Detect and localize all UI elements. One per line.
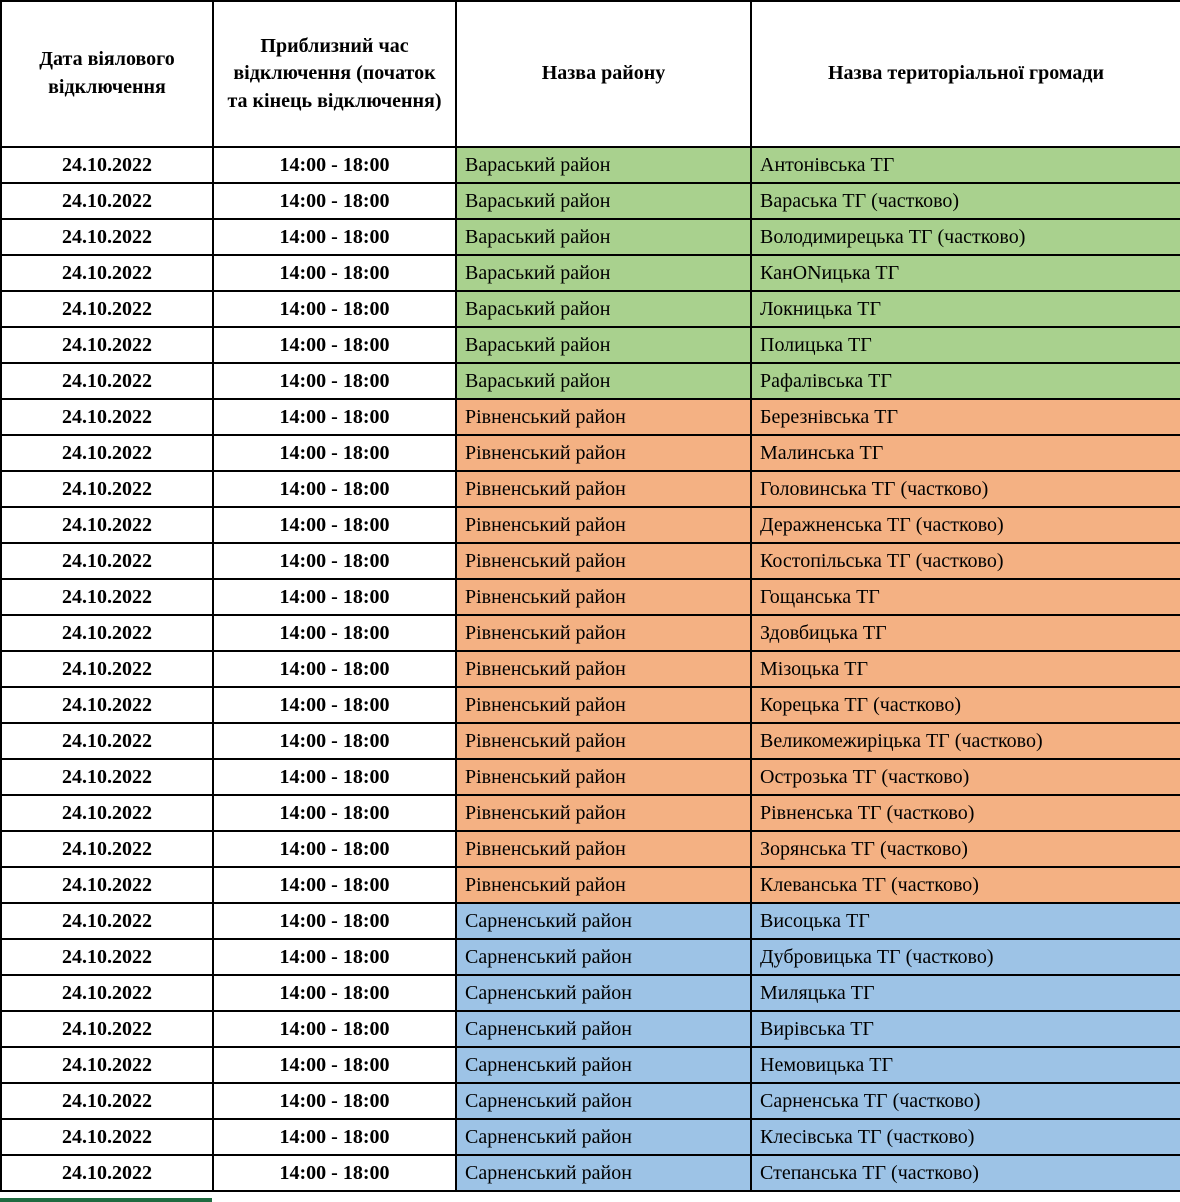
cell-date: 24.10.2022 bbox=[1, 687, 213, 723]
cell-community: Зорянська ТГ (частково) bbox=[751, 831, 1180, 867]
cell-district: Вараський район bbox=[456, 255, 751, 291]
cell-time: 14:00 - 18:00 bbox=[213, 795, 456, 831]
cell-time: 14:00 - 18:00 bbox=[213, 939, 456, 975]
cell-district: Вараський район bbox=[456, 183, 751, 219]
cell-time: 14:00 - 18:00 bbox=[213, 327, 456, 363]
table-row bbox=[1, 327, 1180, 363]
table-row bbox=[1, 255, 1180, 291]
table-row bbox=[1, 831, 1180, 867]
cell-date: 24.10.2022 bbox=[1, 1155, 213, 1191]
cell-date: 24.10.2022 bbox=[1, 507, 213, 543]
cell-time: 14:00 - 18:00 bbox=[213, 399, 456, 435]
cell-community: Острозька ТГ (частково) bbox=[751, 759, 1180, 795]
cell-community: Здовбицька ТГ bbox=[751, 615, 1180, 651]
table-row bbox=[1, 219, 1180, 255]
cell-time: 14:00 - 18:00 bbox=[213, 543, 456, 579]
cell-community: Вараська ТГ (частково) bbox=[751, 183, 1180, 219]
cell-time: 14:00 - 18:00 bbox=[213, 1083, 456, 1119]
column-header-community: Назва територіальної громади bbox=[751, 1, 1180, 147]
cell-time: 14:00 - 18:00 bbox=[213, 579, 456, 615]
cell-community: Дубровицька ТГ (частково) bbox=[751, 939, 1180, 975]
cell-date: 24.10.2022 bbox=[1, 831, 213, 867]
cell-community: Клеванська ТГ (частково) bbox=[751, 867, 1180, 903]
cell-date: 24.10.2022 bbox=[1, 399, 213, 435]
cell-date: 24.10.2022 bbox=[1, 651, 213, 687]
cell-time: 14:00 - 18:00 bbox=[213, 147, 456, 183]
cell-community: Рафалівська ТГ bbox=[751, 363, 1180, 399]
cell-time: 14:00 - 18:00 bbox=[213, 507, 456, 543]
cell-time: 14:00 - 18:00 bbox=[213, 975, 456, 1011]
cell-community: Костопільська ТГ (частково) bbox=[751, 543, 1180, 579]
cell-community: Корецька ТГ (частково) bbox=[751, 687, 1180, 723]
table-row bbox=[1, 435, 1180, 471]
cell-district: Рівненський район bbox=[456, 867, 751, 903]
cell-district: Сарненський район bbox=[456, 1119, 751, 1155]
column-header-time: Приблизний час відключення (початок та кінець відключення) bbox=[213, 1, 456, 147]
cell-date: 24.10.2022 bbox=[1, 1083, 213, 1119]
cell-district: Рівненський район bbox=[456, 723, 751, 759]
cell-time: 14:00 - 18:00 bbox=[213, 1119, 456, 1155]
cell-district: Сарненський район bbox=[456, 1047, 751, 1083]
cell-time: 14:00 - 18:00 bbox=[213, 1155, 456, 1191]
cell-community: Локницька ТГ bbox=[751, 291, 1180, 327]
table-row bbox=[1, 1047, 1180, 1083]
cell-time: 14:00 - 18:00 bbox=[213, 219, 456, 255]
cell-district: Вараський район bbox=[456, 147, 751, 183]
cell-time: 14:00 - 18:00 bbox=[213, 867, 456, 903]
cell-time: 14:00 - 18:00 bbox=[213, 687, 456, 723]
table-row bbox=[1, 1083, 1180, 1119]
cell-time: 14:00 - 18:00 bbox=[213, 471, 456, 507]
cell-community: Деражненська ТГ (частково) bbox=[751, 507, 1180, 543]
cell-date: 24.10.2022 bbox=[1, 903, 213, 939]
cell-community: Немовицька ТГ bbox=[751, 1047, 1180, 1083]
cell-district: Сарненський район bbox=[456, 1083, 751, 1119]
cell-time: 14:00 - 18:00 bbox=[213, 363, 456, 399]
cell-community: КанONицька ТГ bbox=[751, 255, 1180, 291]
table-header bbox=[1, 1, 1180, 147]
table-body bbox=[1, 147, 1180, 1191]
cell-community: Миляцька ТГ bbox=[751, 975, 1180, 1011]
table-row bbox=[1, 867, 1180, 903]
cell-district: Рівненський район bbox=[456, 759, 751, 795]
cell-date: 24.10.2022 bbox=[1, 255, 213, 291]
table-row bbox=[1, 543, 1180, 579]
cell-district: Вараський район bbox=[456, 291, 751, 327]
header-row bbox=[1, 1, 1180, 147]
cell-community: Висоцька ТГ bbox=[751, 903, 1180, 939]
cell-time: 14:00 - 18:00 bbox=[213, 831, 456, 867]
cell-community: Вирівська ТГ bbox=[751, 1011, 1180, 1047]
table-row bbox=[1, 651, 1180, 687]
table-row bbox=[1, 507, 1180, 543]
cell-time: 14:00 - 18:00 bbox=[213, 903, 456, 939]
cell-date: 24.10.2022 bbox=[1, 291, 213, 327]
cell-district: Сарненський район bbox=[456, 975, 751, 1011]
cell-date: 24.10.2022 bbox=[1, 1047, 213, 1083]
cell-time: 14:00 - 18:00 bbox=[213, 435, 456, 471]
cell-date: 24.10.2022 bbox=[1, 723, 213, 759]
cell-community: Малинська ТГ bbox=[751, 435, 1180, 471]
table-row bbox=[1, 795, 1180, 831]
cell-date: 24.10.2022 bbox=[1, 543, 213, 579]
cell-district: Вараський район bbox=[456, 327, 751, 363]
cell-district: Вараський район bbox=[456, 363, 751, 399]
table-row bbox=[1, 615, 1180, 651]
column-header-date: Дата віялового відключення bbox=[1, 1, 213, 147]
cell-district: Вараський район bbox=[456, 219, 751, 255]
cell-district: Сарненський район bbox=[456, 1011, 751, 1047]
cell-date: 24.10.2022 bbox=[1, 363, 213, 399]
cell-community: Головинська ТГ (частково) bbox=[751, 471, 1180, 507]
table-row bbox=[1, 759, 1180, 795]
cell-date: 24.10.2022 bbox=[1, 435, 213, 471]
cell-date: 24.10.2022 bbox=[1, 939, 213, 975]
bottom-accent-rule bbox=[0, 1198, 212, 1202]
cell-community: Мізоцька ТГ bbox=[751, 651, 1180, 687]
cell-date: 24.10.2022 bbox=[1, 183, 213, 219]
cell-district: Рівненський район bbox=[456, 435, 751, 471]
cell-community: Володимирецька ТГ (частково) bbox=[751, 219, 1180, 255]
cell-time: 14:00 - 18:00 bbox=[213, 1047, 456, 1083]
table-row bbox=[1, 363, 1180, 399]
cell-time: 14:00 - 18:00 bbox=[213, 759, 456, 795]
cell-district: Рівненський район bbox=[456, 543, 751, 579]
cell-community: Гощанська ТГ bbox=[751, 579, 1180, 615]
cell-district: Сарненський район bbox=[456, 1155, 751, 1191]
table-row bbox=[1, 399, 1180, 435]
cell-community: Сарненська ТГ (частково) bbox=[751, 1083, 1180, 1119]
cell-district: Сарненський район bbox=[456, 939, 751, 975]
cell-community: Полицька ТГ bbox=[751, 327, 1180, 363]
cell-date: 24.10.2022 bbox=[1, 471, 213, 507]
cell-district: Сарненський район bbox=[456, 903, 751, 939]
table-row bbox=[1, 147, 1180, 183]
cell-district: Рівненський район bbox=[456, 687, 751, 723]
cell-date: 24.10.2022 bbox=[1, 975, 213, 1011]
table-row bbox=[1, 975, 1180, 1011]
cell-time: 14:00 - 18:00 bbox=[213, 255, 456, 291]
cell-time: 14:00 - 18:00 bbox=[213, 651, 456, 687]
cell-date: 24.10.2022 bbox=[1, 579, 213, 615]
cell-community: Степанська ТГ (частково) bbox=[751, 1155, 1180, 1191]
cell-date: 24.10.2022 bbox=[1, 1011, 213, 1047]
cell-district: Рівненський район bbox=[456, 399, 751, 435]
cell-district: Рівненський район bbox=[456, 471, 751, 507]
cell-time: 14:00 - 18:00 bbox=[213, 615, 456, 651]
table-row bbox=[1, 291, 1180, 327]
cell-date: 24.10.2022 bbox=[1, 147, 213, 183]
cell-district: Рівненський район bbox=[456, 795, 751, 831]
table-row bbox=[1, 183, 1180, 219]
cell-community: Клесівська ТГ (частково) bbox=[751, 1119, 1180, 1155]
cell-time: 14:00 - 18:00 bbox=[213, 291, 456, 327]
cell-time: 14:00 - 18:00 bbox=[213, 723, 456, 759]
table-row bbox=[1, 1155, 1180, 1191]
table-row bbox=[1, 471, 1180, 507]
table-row bbox=[1, 687, 1180, 723]
cell-date: 24.10.2022 bbox=[1, 759, 213, 795]
table-row bbox=[1, 939, 1180, 975]
cell-date: 24.10.2022 bbox=[1, 327, 213, 363]
cell-time: 14:00 - 18:00 bbox=[213, 1011, 456, 1047]
cell-date: 24.10.2022 bbox=[1, 867, 213, 903]
cell-district: Рівненський район bbox=[456, 507, 751, 543]
column-header-district: Назва району bbox=[456, 1, 751, 147]
cell-date: 24.10.2022 bbox=[1, 219, 213, 255]
table-row bbox=[1, 1011, 1180, 1047]
cell-district: Рівненський район bbox=[456, 831, 751, 867]
cell-community: Рівненська ТГ (частково) bbox=[751, 795, 1180, 831]
cell-time: 14:00 - 18:00 bbox=[213, 183, 456, 219]
table-row bbox=[1, 579, 1180, 615]
cell-community: Великомежиріцька ТГ (частково) bbox=[751, 723, 1180, 759]
cell-community: Березнівська ТГ bbox=[751, 399, 1180, 435]
table-row bbox=[1, 903, 1180, 939]
cell-district: Рівненський район bbox=[456, 615, 751, 651]
cell-district: Рівненський район bbox=[456, 651, 751, 687]
cell-date: 24.10.2022 bbox=[1, 615, 213, 651]
cell-date: 24.10.2022 bbox=[1, 1119, 213, 1155]
cell-district: Рівненський район bbox=[456, 579, 751, 615]
table-row bbox=[1, 723, 1180, 759]
cell-community: Антонівська ТГ bbox=[751, 147, 1180, 183]
cell-date: 24.10.2022 bbox=[1, 795, 213, 831]
table-row bbox=[1, 1119, 1180, 1155]
